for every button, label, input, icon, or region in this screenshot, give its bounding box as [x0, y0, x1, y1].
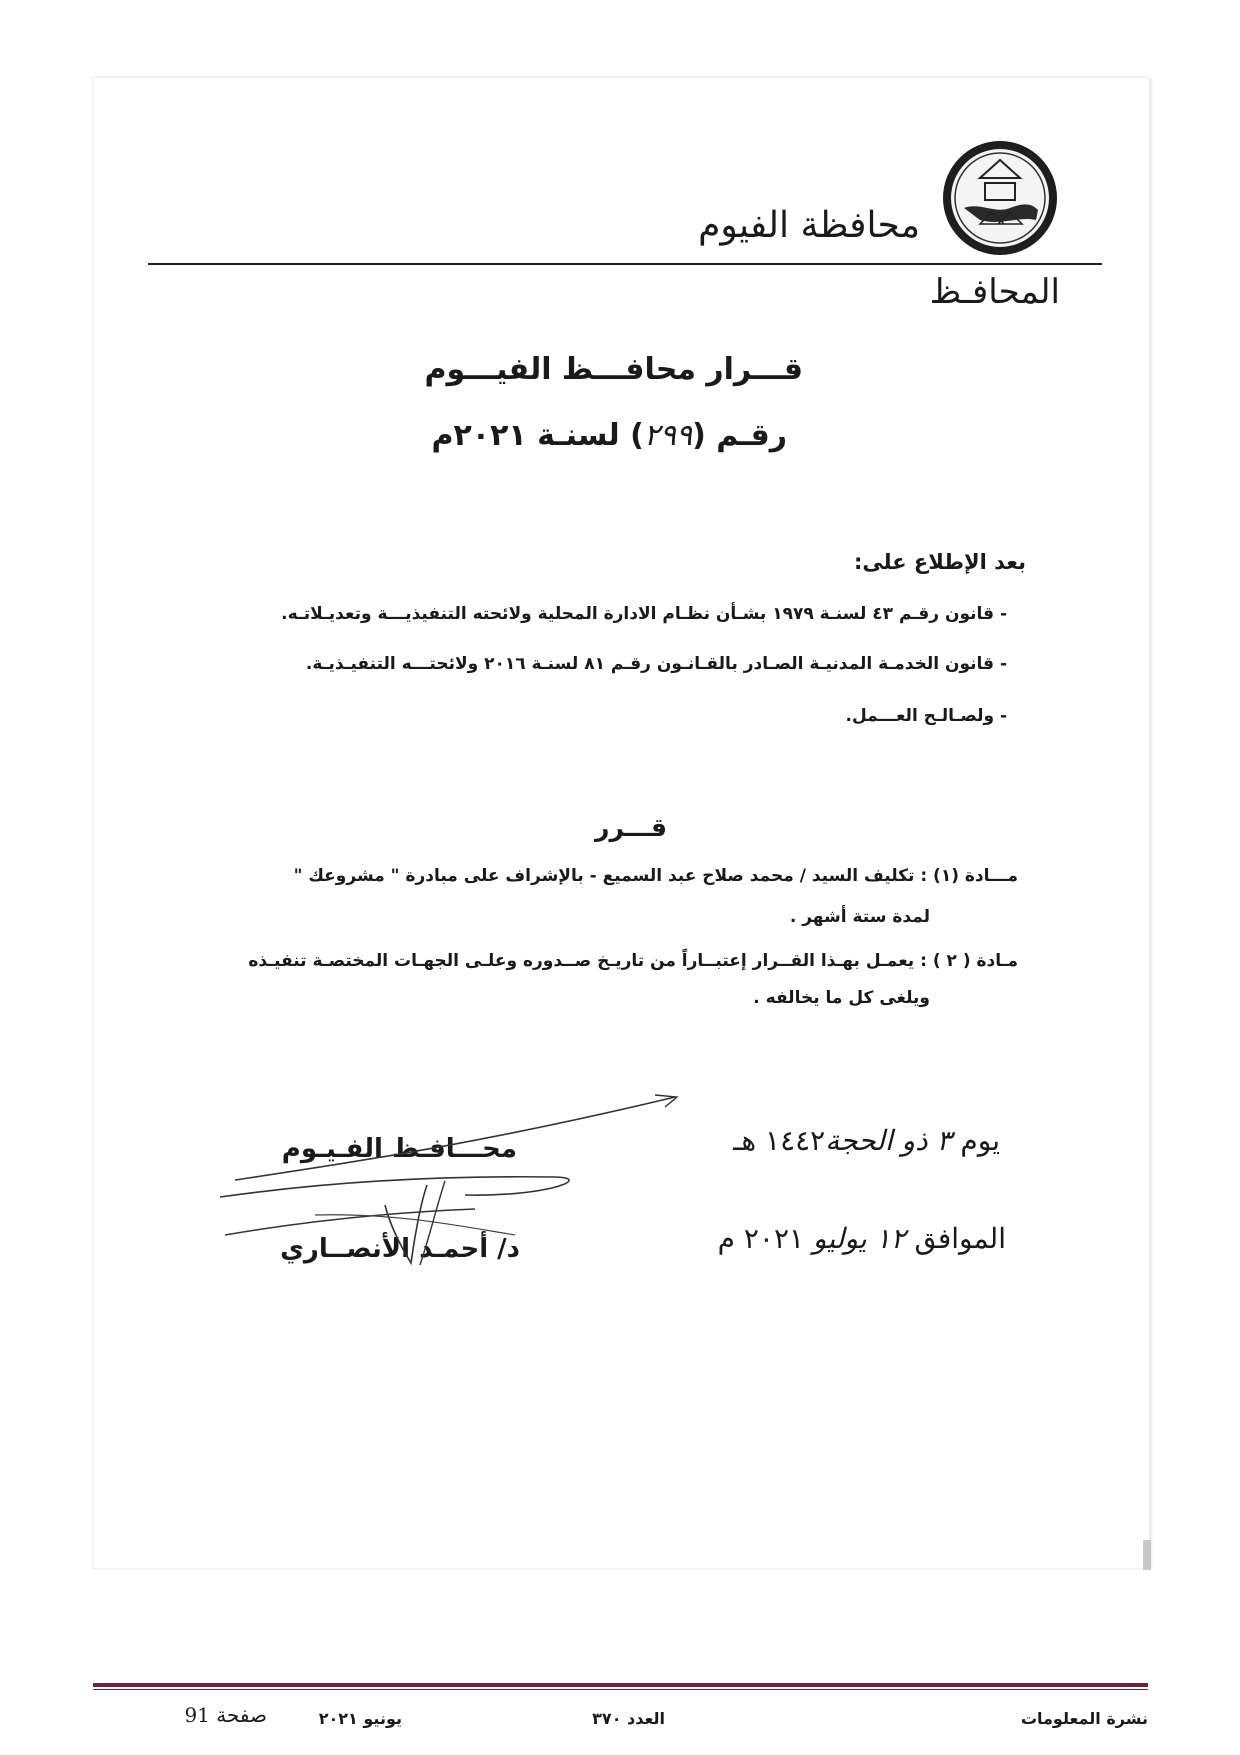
decree-number: [431, 418, 787, 453]
governorate-name: محافظة الفيوم: [698, 205, 920, 246]
decree-title: قـــرار محافـــظ الفيـــوم: [424, 352, 803, 387]
gregorian-date-handwritten: ١٢ يوليو: [812, 1222, 906, 1255]
footer-publication: نشرة المعلومات: [1020, 1709, 1148, 1728]
gregorian-date-suffix: ٢٠٢١ م: [717, 1222, 805, 1255]
decree-number-suffix: ) لسنـة ٢٠٢١م: [431, 418, 644, 453]
footer-issue: العدد ٣٧٠: [592, 1709, 665, 1728]
footer-date: يونيو ٢٠٢١: [318, 1709, 402, 1728]
gregorian-date-prefix: الموافق: [914, 1222, 1006, 1255]
article-2-continuation: ويلغى كل ما يخالفه .: [753, 988, 930, 1008]
article-1: مـــادة (١) : تكليف السيد / محمد صلاح عبد السميع - بالإشراف على مبادرة " مشروعك ": [293, 866, 1018, 886]
preamble-intro: بعد الإطلاع على:: [854, 550, 1026, 574]
preamble-item: - ولصـالـح العـــمل.: [845, 706, 1007, 726]
gregorian-date: [718, 1222, 1006, 1255]
preamble-item: - قانون رقـم ٤٣ لسنـة ١٩٧٩ بشـأن نظـام الادارة المحلية ولائحته التنفيذيـــة وتعديـلاتـه.: [281, 604, 1007, 624]
hijri-date: [733, 1124, 1000, 1157]
page-edge: [1143, 1540, 1151, 1570]
article-2: مـادة ( ٢ ) : يعمـل بهـذا القــرار إعتبــاراً من تاريـخ صــدوره وعلـى الجهـات المختصـة تنفيـذه: [248, 951, 1018, 971]
header-divider: [148, 263, 1102, 265]
handwritten-signature: [215, 1085, 685, 1285]
footer-divider: [93, 1683, 1148, 1687]
decree-number-handwritten: ٢٩٩: [643, 418, 693, 453]
hijri-date-suffix: ١٤٤٢ هـ: [733, 1124, 826, 1157]
office-label: المحافـظ: [929, 272, 1060, 312]
footer-divider-thin: [93, 1689, 1148, 1690]
governorate-seal-emblem: [940, 138, 1060, 258]
signatory-title: محـــافـظ الفـيـوم: [281, 1134, 517, 1164]
footer-page-number: صفحة 91: [184, 1703, 267, 1727]
article-1-continuation: لمدة ستة أشهر .: [789, 907, 930, 927]
hijri-date-prefix: يوم: [960, 1124, 1000, 1157]
decision-heading: قـــرر: [595, 813, 667, 842]
preamble-item: - قانون الخدمـة المدنيـة الصـادر بالقـانـون رقـم ٨١ لسنـة ٢٠١٦ ولائحتـــه التنفيـذيـة.: [305, 654, 1007, 674]
decree-number-prefix: رقـم (: [692, 418, 787, 453]
signatory-name: د/ أحمـد الأنصــاري: [280, 1234, 520, 1264]
hijri-date-handwritten: ٣ ذو الحجة: [825, 1124, 952, 1157]
